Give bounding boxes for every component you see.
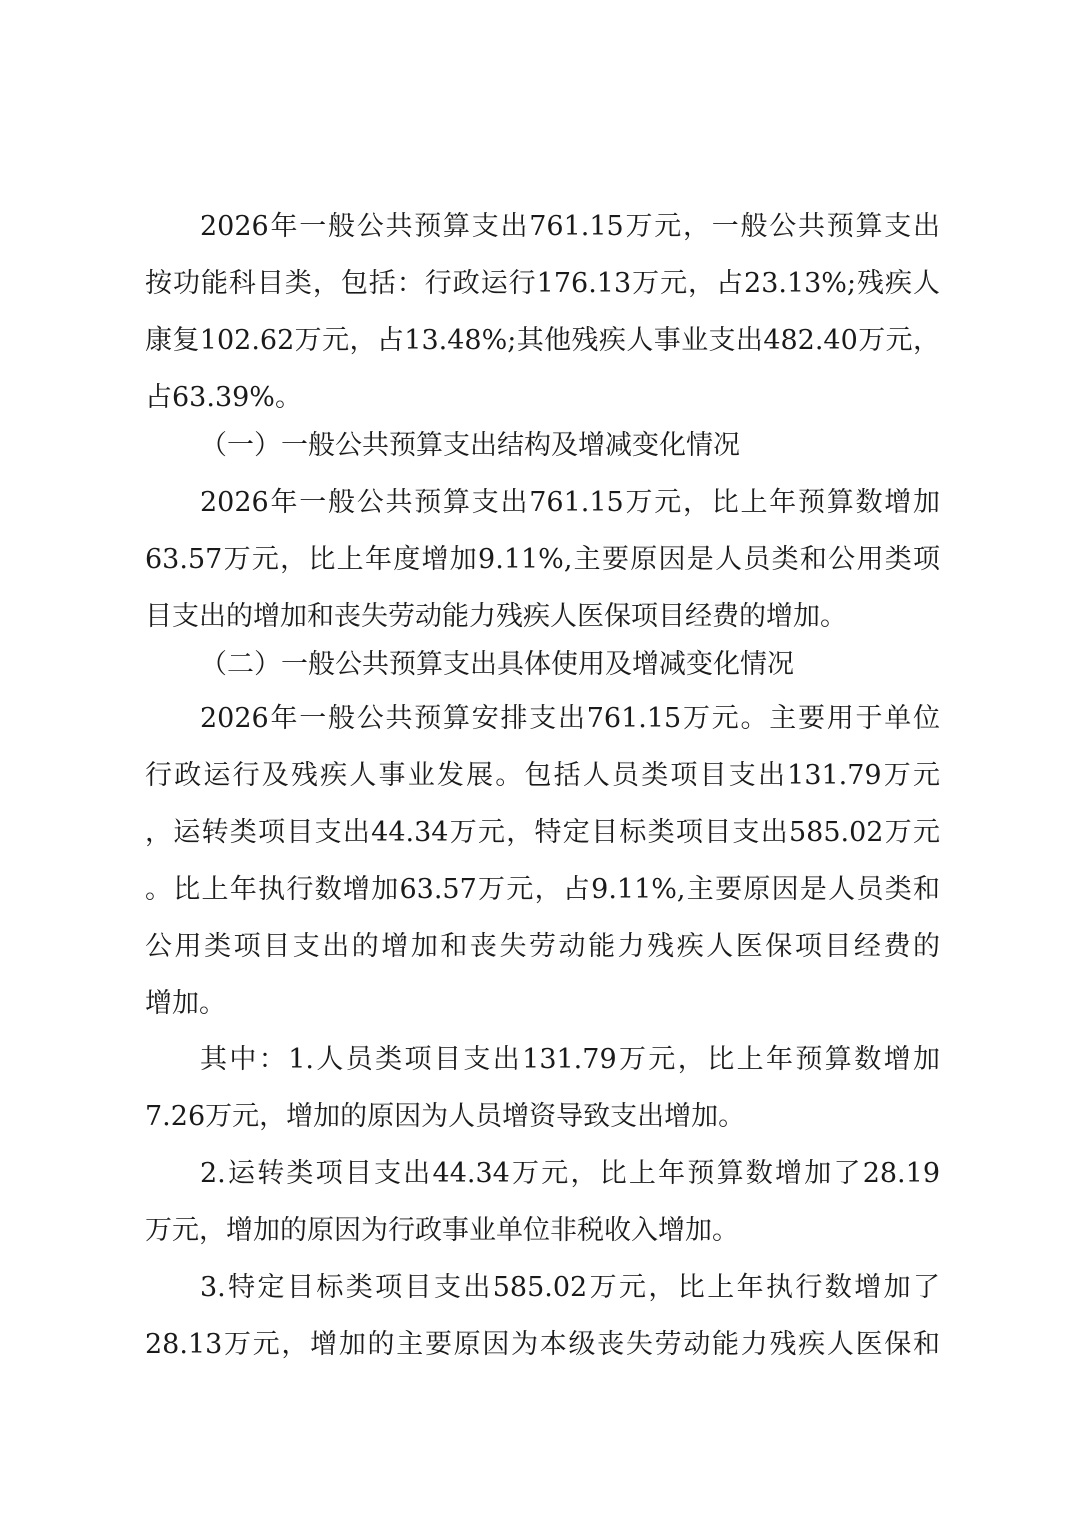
body-text-line: 2.运转类项目支出44.34万元，比上年预算数增加了28.19 [200, 1158, 940, 1189]
body-text-line: 2026年一般公共预算支出761.15万元，比上年预算数增加 [200, 487, 940, 518]
body-text-line: 28.13万元，增加的主要原因为本级丧失劳动能力残疾人医保和 [145, 1329, 940, 1360]
section-heading-2: （二）一般公共预算支出具体使用及增减变化情况 [200, 649, 794, 680]
body-text-line: 公用类项目支出的增加和丧失劳动能力残疾人医保项目经费的 [145, 931, 940, 962]
body-text-line: 万元，增加的原因为行政事业单位非税收入增加。 [145, 1215, 739, 1246]
body-text-line: 目支出的增加和丧失劳动能力残疾人医保项目经费的增加。 [145, 601, 847, 632]
body-text-line: 3.特定目标类项目支出585.02万元，比上年执行数增加了 [200, 1272, 940, 1303]
body-text-line: 其中：1.人员类项目支出131.79万元，比上年预算数增加 [200, 1044, 940, 1075]
section-heading-1: （一）一般公共预算支出结构及增减变化情况 [200, 430, 740, 461]
body-text-line: ，运转类项目支出44.34万元，特定目标类项目支出585.02万元 [145, 817, 940, 848]
body-text-line: 2026年一般公共预算安排支出761.15万元。主要用于单位 [200, 703, 940, 734]
body-text-line: 按功能科目类，包括：行政运行176.13万元，占23.13%;残疾人 [145, 268, 940, 299]
body-text-line: 康复102.62万元，占13.48%;其他残疾人事业支出482.40万元， [145, 325, 940, 356]
body-text-line: 2026年一般公共预算支出761.15万元，一般公共预算支出 [200, 211, 940, 242]
body-text-line: 。比上年执行数增加63.57万元，占9.11%,主要原因是人员类和 [145, 874, 940, 905]
body-text-line: 63.57万元，比上年度增加9.11%,主要原因是人员类和公用类项 [145, 544, 940, 575]
body-text-line: 增加。 [145, 988, 226, 1019]
body-text-line: 行政运行及残疾人事业发展。包括人员类项目支出131.79万元 [145, 760, 940, 791]
body-text-line: 7.26万元，增加的原因为人员增资导致支出增加。 [145, 1101, 746, 1132]
body-text-line: 占63.39%。 [145, 382, 302, 413]
